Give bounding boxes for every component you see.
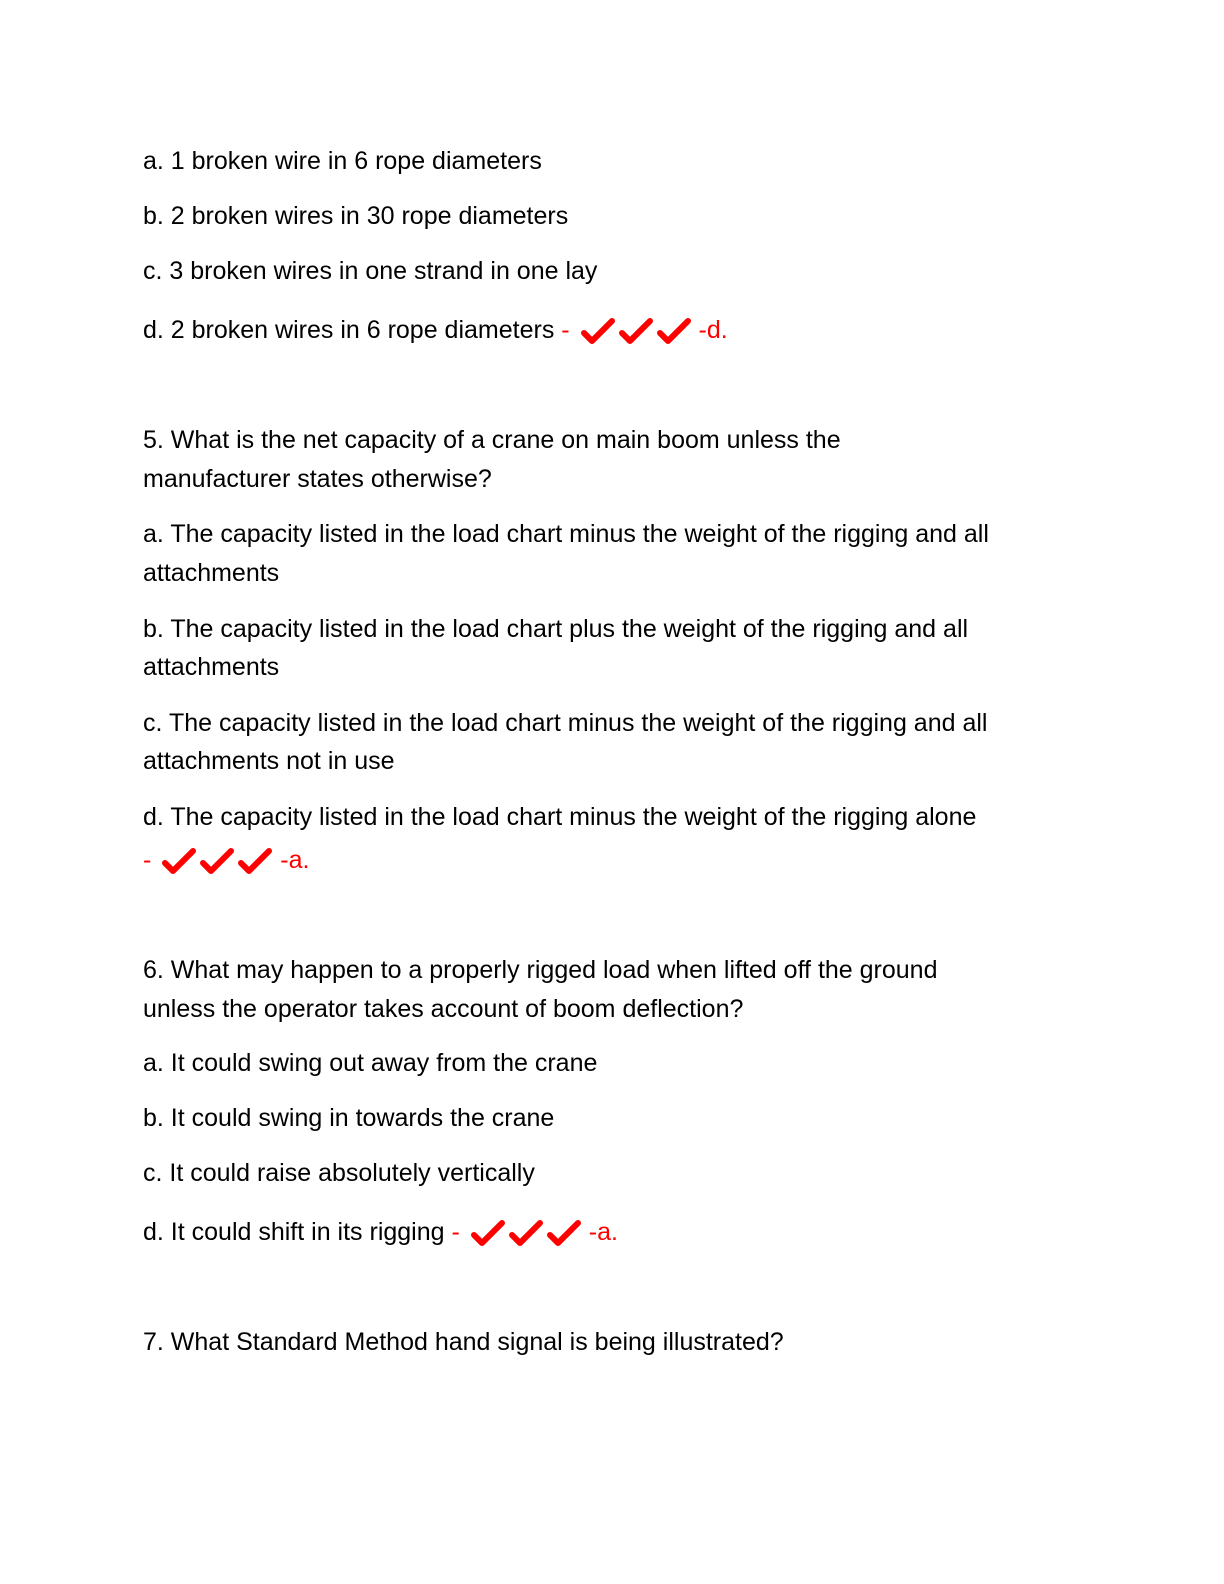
q4-check-marks: [581, 312, 695, 351]
q4-option-c: c. 3 broken wires in one strand in one lay: [143, 257, 598, 285]
q4-option-a: a. 1 broken wire in 6 rope diameters: [143, 147, 542, 175]
check-mark-icon: [238, 847, 272, 877]
q5-option-c-line1: c. The capacity listed in the load chart minus the weight of the rigging and all: [143, 709, 988, 737]
q5-option-b-line2: attachments: [143, 653, 280, 681]
q4-answer: -d.: [698, 316, 728, 344]
q6-option-b: b. It could swing in towards the crane: [143, 1104, 555, 1132]
q6-check-marks: [471, 1214, 585, 1253]
q5-option-a-line1: a. The capacity listed in the load chart minus the weight of the rigging and all: [143, 520, 989, 548]
q5-answer-prefix: -: [143, 846, 152, 874]
q4-answer-prefix: -: [561, 316, 570, 344]
q4-option-d: d. 2 broken wires in 6 rope diameters: [143, 316, 562, 344]
check-mark-icon: [471, 1219, 505, 1249]
q4-option-b: b. 2 broken wires in 30 rope diameters: [143, 202, 569, 230]
q5-option-b-line1: b. The capacity listed in the load chart plus the weight of the rigging and all: [143, 615, 969, 643]
q4-option-d-row: [143, 311, 1083, 351]
q6-question-line1: 6. What may happen to a properly rigged load when lifted off the ground: [143, 956, 938, 984]
q6-question-line2: unless the operator takes account of boom deflection?: [143, 995, 744, 1023]
q5-check-marks: [162, 842, 276, 881]
check-mark-icon: [162, 847, 196, 877]
check-mark-icon: [547, 1219, 581, 1249]
q5-answer-row: [143, 841, 1083, 881]
q5-option-a-line2: attachments: [143, 559, 280, 587]
check-mark-icon: [509, 1219, 543, 1249]
q6-option-d-row: [143, 1213, 1083, 1253]
q6-answer-prefix: -: [451, 1218, 460, 1246]
check-mark-icon: [619, 317, 653, 347]
q7-question: 7. What Standard Method hand signal is being illustrated?: [143, 1328, 784, 1356]
q5-option-d-line1: d. The capacity listed in the load chart minus the weight of the rigging alone: [143, 803, 977, 831]
q6-option-a: a. It could swing out away from the crane: [143, 1049, 598, 1077]
q6-option-d: d. It could shift in its rigging: [143, 1218, 452, 1246]
q6-answer: -a.: [588, 1218, 618, 1246]
q5-option-c-line2: attachments not in use: [143, 747, 395, 775]
q5-question-line2: manufacturer states otherwise?: [143, 465, 492, 493]
check-mark-icon: [581, 317, 615, 347]
q5-question-line1: 5. What is the net capacity of a crane on main boom unless the: [143, 426, 841, 454]
q5-answer: -a.: [280, 846, 310, 874]
check-mark-icon: [200, 847, 234, 877]
q6-option-c: c. It could raise absolutely vertically: [143, 1159, 535, 1187]
check-mark-icon: [657, 317, 691, 347]
